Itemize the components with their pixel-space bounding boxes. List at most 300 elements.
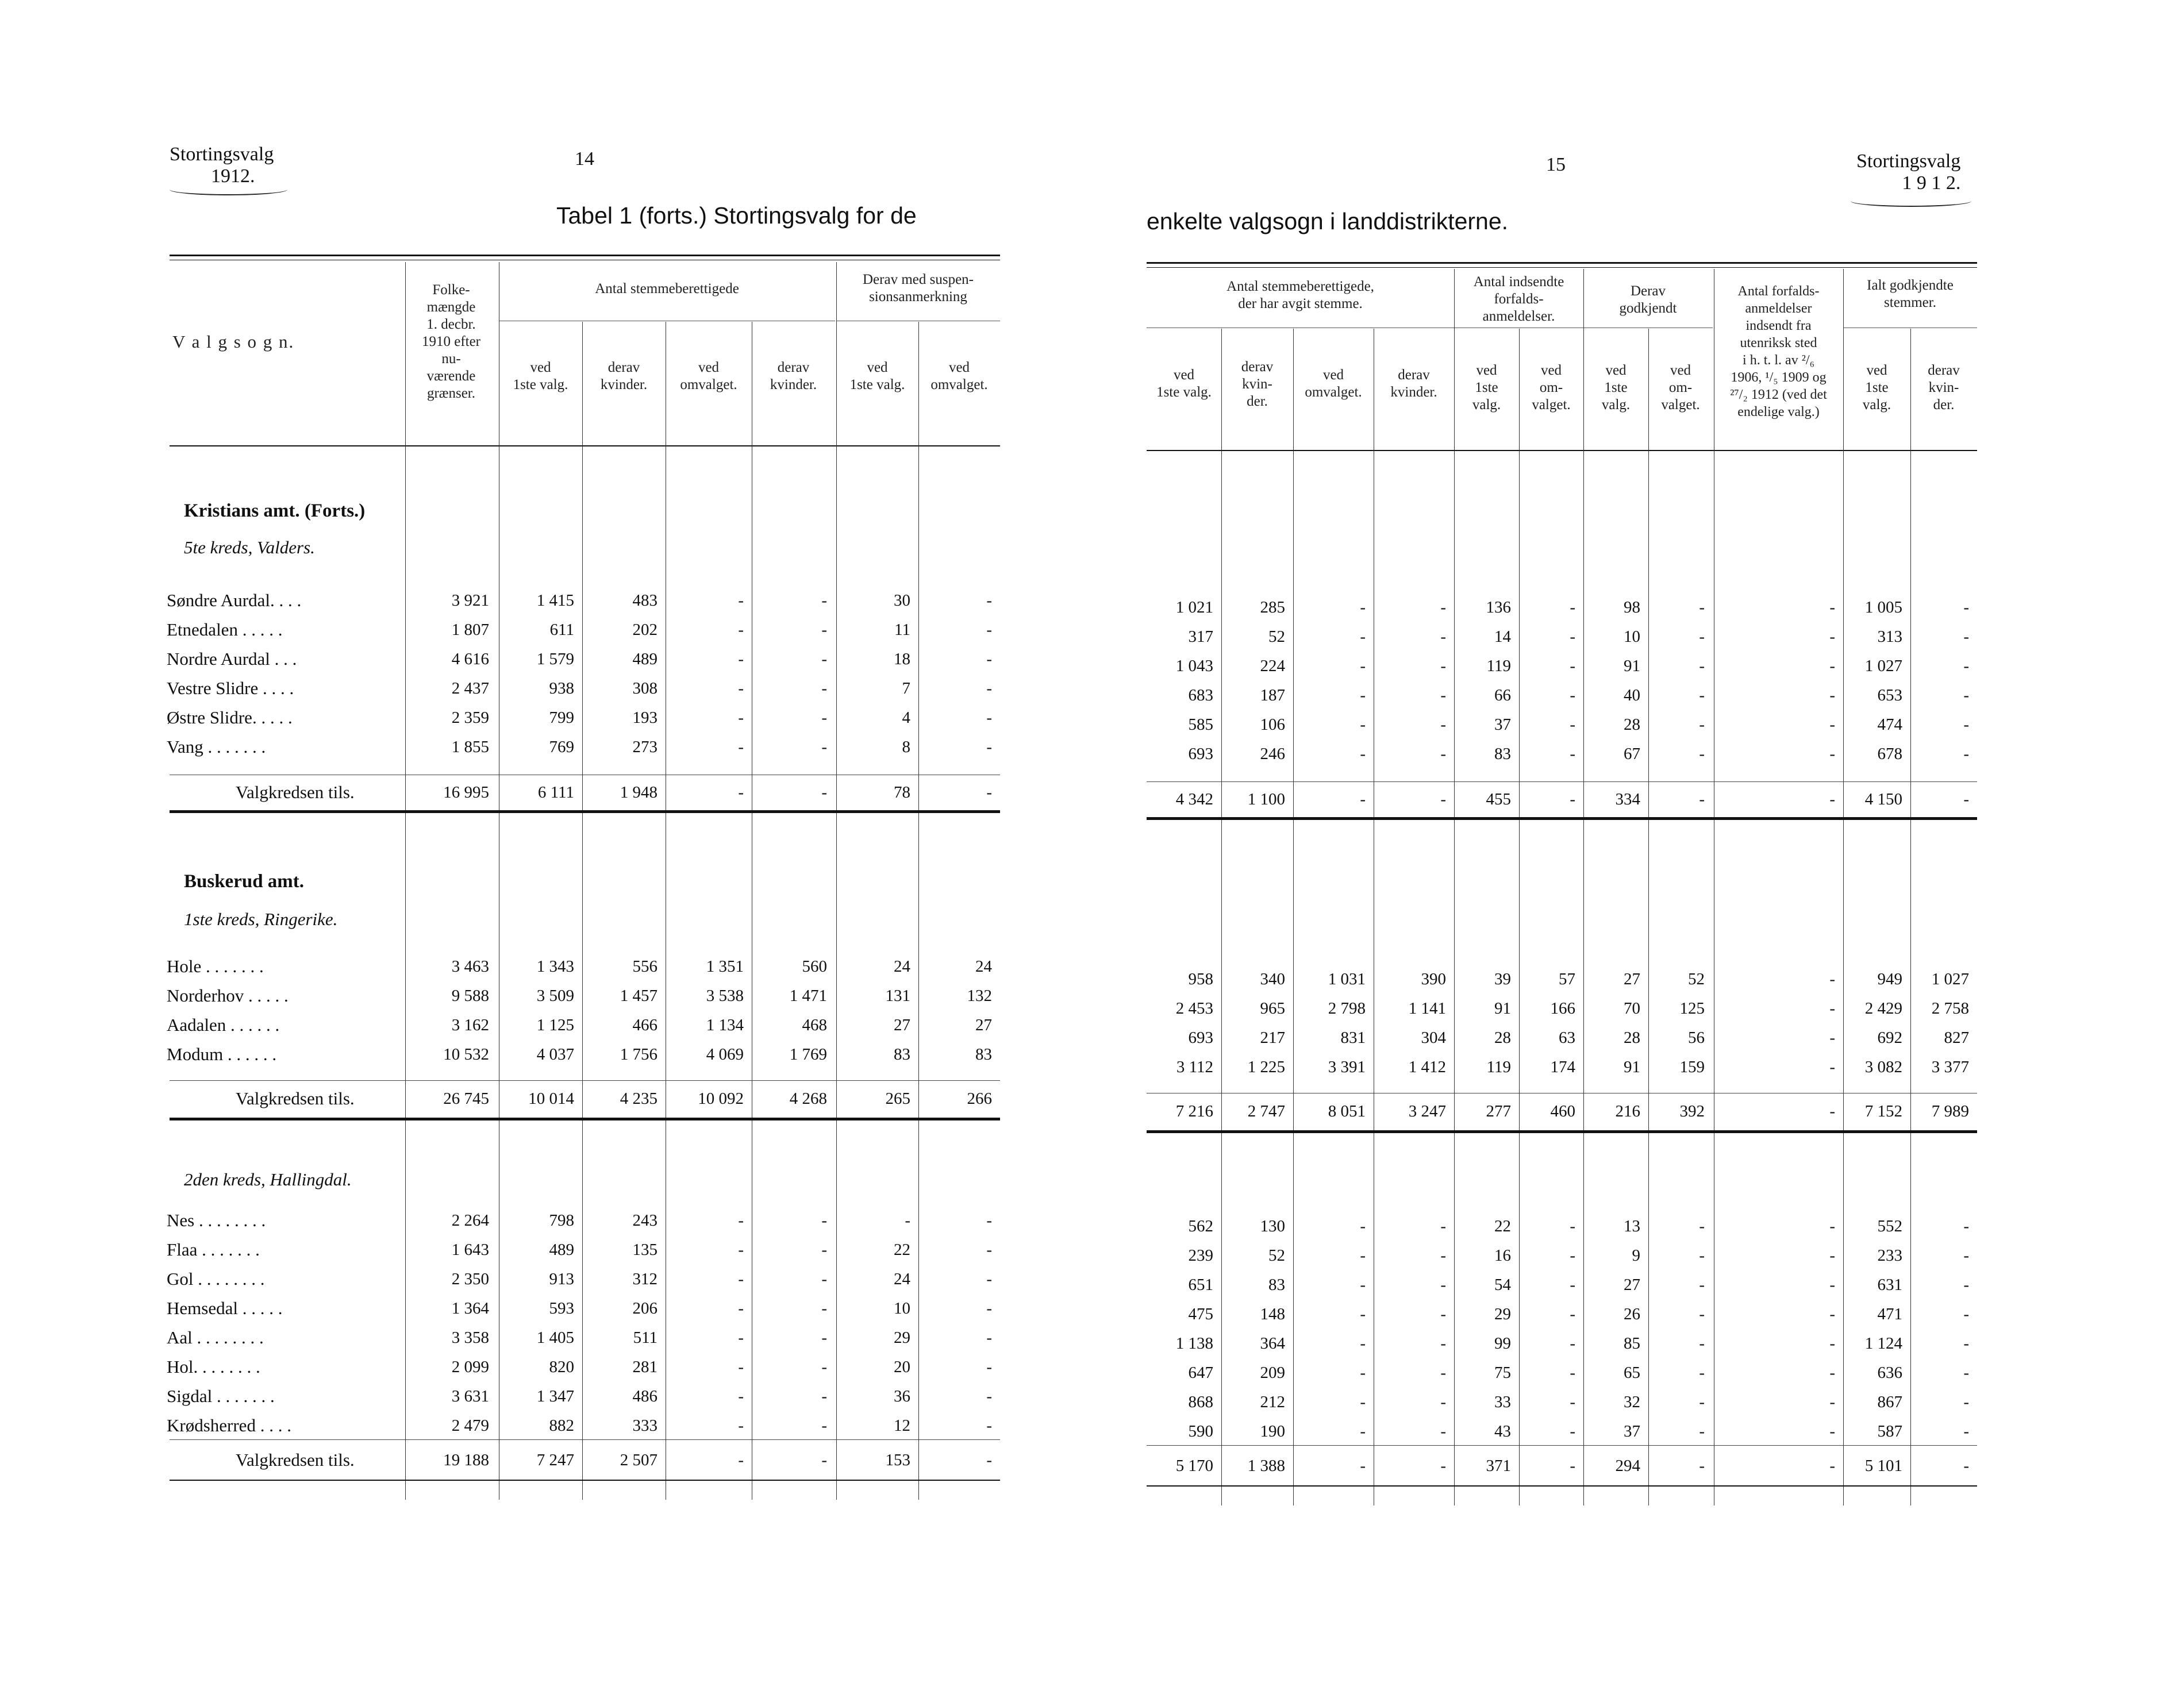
cell-right: - (1699, 1246, 1705, 1265)
cell-right: 43 (1494, 1422, 1511, 1441)
cell-left: 10 (894, 1299, 910, 1318)
cell-left: 611 (549, 621, 574, 639)
cell-right: - (1829, 1364, 1835, 1382)
header-line: 1ste valg. (513, 377, 568, 392)
cell-right: 27 (1624, 1276, 1640, 1294)
total-cell-right: 1 100 (1247, 790, 1285, 808)
cell-right: - (1570, 1334, 1575, 1353)
cell-left: - (738, 1416, 744, 1435)
cell-left: 132 (967, 987, 992, 1005)
total-cell-right: - (1570, 790, 1575, 808)
cell-right: 965 (1260, 999, 1285, 1018)
cell-right: 32 (1624, 1393, 1640, 1411)
valgsogn-name: Flaa . . . . . . . (167, 1239, 260, 1260)
header-line: i h. t. l. av ²/₆ (1743, 353, 1814, 368)
total-cell-left: - (986, 1451, 992, 1469)
cell-left: 511 (633, 1329, 657, 1347)
header-line: Ialt godkjendte (1867, 278, 1954, 293)
cell-right: - (1360, 1334, 1366, 1353)
cell-left: - (738, 1329, 744, 1347)
cell-left: - (821, 1270, 827, 1288)
cell-left: 36 (894, 1387, 910, 1406)
cell-right: 28 (1624, 715, 1640, 734)
header-line: Antal stemmeberettigede, (1226, 279, 1374, 294)
col-susp-1ste-valg (836, 359, 918, 394)
table-rule (170, 1439, 1000, 1440)
cell-right: - (1829, 627, 1835, 646)
cell-right: - (1440, 1422, 1446, 1441)
cell-right: 1 021 (1175, 598, 1213, 617)
cell-right: 98 (1624, 598, 1640, 617)
cell-right: - (1360, 1217, 1366, 1235)
cell-left: 2 359 (451, 708, 489, 727)
cell-right: - (1699, 1364, 1705, 1382)
cell-right: 16 (1494, 1246, 1511, 1265)
header-line: 1ste valg. (849, 377, 905, 392)
cell-left: - (738, 1299, 744, 1318)
cell-right: 313 (1877, 627, 1902, 646)
total-cell-right: 4 342 (1175, 790, 1213, 808)
cell-right: - (1963, 1246, 1969, 1265)
cell-left: 486 (632, 1387, 657, 1406)
left-brace (170, 184, 287, 195)
cell-right: 2 758 (1931, 999, 1969, 1018)
cell-right: 867 (1877, 1393, 1902, 1411)
cell-left: 1 769 (789, 1045, 827, 1064)
cell-left: - (821, 738, 827, 756)
total-cell-right: 7 216 (1175, 1102, 1213, 1120)
total-cell-right: 8 051 (1328, 1102, 1366, 1120)
cell-right: - (1570, 627, 1575, 646)
cell-right: - (1699, 1422, 1705, 1441)
kreds-heading: 2den kreds, Hallingdal. (184, 1169, 352, 1189)
cell-right: - (1829, 999, 1835, 1018)
kreds-heading: 5te kreds, Valders. (184, 537, 315, 557)
cell-right: 130 (1260, 1217, 1285, 1235)
left-page-number: 14 (575, 148, 594, 170)
cell-right: 949 (1877, 970, 1902, 988)
cell-right: - (1963, 657, 1969, 675)
cell-left: 273 (632, 738, 657, 756)
cell-right: 99 (1494, 1334, 1511, 1353)
total-label: Valgkredsen tils. (236, 1450, 355, 1470)
cell-right: 166 (1550, 999, 1575, 1018)
cell-left: - (738, 1241, 744, 1259)
cell-right: 119 (1486, 1058, 1511, 1076)
total-cell-right: 294 (1615, 1457, 1640, 1475)
cell-right: 148 (1260, 1305, 1285, 1323)
cell-left: 30 (894, 591, 910, 610)
cell-right: - (1829, 745, 1835, 763)
total-cell-right: 4 150 (1864, 790, 1902, 808)
cell-left: 3 921 (451, 591, 489, 610)
cell-left: - (738, 1358, 744, 1376)
cell-right: - (1699, 1334, 1705, 1353)
cell-left: 1 125 (536, 1016, 574, 1034)
cell-right: 57 (1559, 970, 1575, 988)
cell-left: - (821, 708, 827, 727)
cell-left: 3 162 (451, 1016, 489, 1034)
table-rule (1147, 817, 1977, 820)
col-ved-omvalget (666, 359, 752, 394)
cell-left: 769 (549, 738, 574, 756)
cell-left: 489 (632, 650, 657, 668)
cell-right: 636 (1877, 1364, 1902, 1382)
total-cell-right: - (1829, 790, 1835, 808)
cell-left: 333 (632, 1416, 657, 1435)
header-line: grænser. (426, 386, 476, 401)
cell-right: - (1570, 1364, 1575, 1382)
header-line: derav (607, 360, 640, 375)
cell-right: 75 (1494, 1364, 1511, 1382)
cell-right: - (1570, 1305, 1575, 1323)
header-line: Derav med suspen- (863, 272, 974, 287)
cell-left: 24 (894, 1270, 910, 1288)
cell-left: 4 616 (451, 650, 489, 668)
cell-right: - (1829, 1393, 1835, 1411)
valgsogn-name: Modum . . . . . . (167, 1044, 277, 1064)
cell-right: - (1699, 627, 1705, 646)
cell-right: - (1699, 657, 1705, 675)
cell-left: 1 351 (706, 957, 744, 976)
cell-right: 217 (1260, 1029, 1285, 1047)
cell-right: - (1963, 686, 1969, 704)
cell-left: - (821, 1211, 827, 1230)
col-folkemengde (405, 282, 497, 402)
col-ind-omvalget (1519, 362, 1583, 414)
cell-left: 913 (549, 1270, 574, 1288)
cell-right: 2 798 (1328, 999, 1366, 1018)
cell-right: - (1570, 598, 1575, 617)
cell-left: - (986, 1299, 992, 1318)
cell-right: - (1829, 686, 1835, 704)
cell-right: 83 (1494, 745, 1511, 763)
cell-left: 206 (632, 1299, 657, 1318)
col-utenriksk-sted (1714, 283, 1843, 421)
cell-right: - (1360, 1422, 1366, 1441)
cell-left: 2 350 (451, 1270, 489, 1288)
valgsogn-name: Vestre Slidre . . . . (167, 678, 294, 698)
cell-right: 651 (1188, 1276, 1213, 1294)
cell-right: 9 (1632, 1246, 1640, 1265)
cell-right: 1 031 (1328, 970, 1366, 988)
col-derav-kvinder (582, 359, 666, 394)
cell-left: - (738, 591, 744, 610)
cell-left: - (986, 1358, 992, 1376)
valgsogn-name: Østre Slidre. . . . . (167, 707, 293, 727)
cell-left: 24 (894, 957, 910, 976)
total-label: Valgkredsen tils. (236, 1088, 355, 1108)
cell-left: - (986, 621, 992, 639)
group-antal-stemmeberettigede: Antal stemmeberettigede (595, 281, 739, 296)
cell-right: 14 (1494, 627, 1511, 646)
cell-right: 587 (1877, 1422, 1902, 1441)
header-line: valg. (1862, 397, 1891, 413)
cell-right: - (1360, 1276, 1366, 1294)
cell-left: - (986, 679, 992, 698)
total-cell-right: - (1829, 1457, 1835, 1475)
column-rule (1519, 329, 1520, 1505)
cell-left: 312 (632, 1270, 657, 1288)
total-cell-right: - (1963, 790, 1969, 808)
cell-left: 83 (975, 1045, 992, 1064)
cell-right: 246 (1260, 745, 1285, 763)
cell-right: - (1963, 598, 1969, 617)
table-rule (1147, 1485, 1977, 1487)
cell-right: 91 (1624, 1058, 1640, 1076)
cell-right: - (1440, 1246, 1446, 1265)
cell-left: 1 364 (451, 1299, 489, 1318)
cell-left: - (738, 1270, 744, 1288)
cell-right: 552 (1877, 1217, 1902, 1235)
total-cell-left: - (821, 1451, 827, 1469)
cell-right: 653 (1877, 686, 1902, 704)
cell-right: 83 (1268, 1276, 1285, 1294)
total-cell-right: 7 989 (1931, 1102, 1969, 1120)
total-cell-left: 26 745 (443, 1089, 489, 1108)
cell-right: - (1963, 1393, 1969, 1411)
cell-right: - (1360, 686, 1366, 704)
header-line: kvinder. (770, 377, 817, 392)
cell-left: 489 (549, 1241, 574, 1259)
cell-left: 3 631 (451, 1387, 489, 1406)
cell-right: 33 (1494, 1393, 1511, 1411)
group-avgit-stemme (1147, 278, 1454, 313)
cell-right: 40 (1624, 686, 1640, 704)
cell-right: - (1570, 1422, 1575, 1441)
total-cell-left: 1 948 (620, 783, 657, 802)
cell-left: - (738, 1211, 744, 1230)
cell-left: - (821, 650, 827, 668)
header-line: valget. (1661, 397, 1700, 413)
col-r-ved-omvalget (1293, 367, 1374, 401)
right-running-head: Stortingsvalg 1 9 1 2. (1856, 151, 1961, 194)
cell-right: 317 (1188, 627, 1213, 646)
cell-right: - (1570, 686, 1575, 704)
right-brace (1851, 195, 1971, 207)
cell-left: 3 463 (451, 957, 489, 976)
cell-left: 11 (894, 621, 910, 639)
col-ialt-derav-kvinder (1910, 362, 1977, 414)
cell-right: 56 (1688, 1029, 1705, 1047)
cell-left: 9 588 (451, 987, 489, 1005)
cell-left: 466 (632, 1016, 657, 1034)
cell-right: 1 027 (1931, 970, 1969, 988)
header-line: derav (1928, 363, 1960, 378)
total-cell-left: 10 092 (698, 1089, 744, 1108)
col-r-ved-1ste-valg (1147, 367, 1221, 401)
cell-left: 1 579 (536, 650, 574, 668)
cell-left: 560 (802, 957, 827, 976)
cell-left: 2 437 (451, 679, 489, 698)
valgsogn-name: Søndre Aurdal. . . . (167, 590, 302, 610)
cell-right: 91 (1624, 657, 1640, 675)
cell-left: 798 (549, 1211, 574, 1230)
column-rule (918, 322, 919, 1500)
total-cell-right: - (1963, 1457, 1969, 1475)
header-line: valget. (1532, 397, 1571, 413)
cell-left: - (821, 679, 827, 698)
valgsogn-name: Hole . . . . . . . (167, 956, 264, 976)
cell-left: 4 069 (706, 1045, 744, 1064)
header-line: 1ste (1475, 380, 1498, 395)
header-line: ²⁷/₂ 1912 (ved det (1730, 387, 1827, 402)
cell-right: 106 (1260, 715, 1285, 734)
header-line: Antal forfalds- (1737, 284, 1820, 299)
cell-left: 1 807 (451, 621, 489, 639)
cell-left: - (738, 679, 744, 698)
cell-right: 692 (1877, 1029, 1902, 1047)
cell-right: 3 082 (1864, 1058, 1902, 1076)
cell-right: 190 (1260, 1422, 1285, 1441)
cell-right: - (1829, 657, 1835, 675)
cell-right: 390 (1421, 970, 1446, 988)
valgsogn-name: Nes . . . . . . . . (167, 1210, 266, 1230)
cell-right: 13 (1624, 1217, 1640, 1235)
cell-right: - (1829, 598, 1835, 617)
header-line: anmeldelser. (1482, 309, 1555, 324)
cell-left: 483 (632, 591, 657, 610)
table-rule (170, 810, 1000, 813)
cell-right: 958 (1188, 970, 1213, 988)
header-line: der har avgit stemme. (1238, 296, 1363, 311)
cell-right: - (1570, 745, 1575, 763)
cell-right: - (1440, 627, 1446, 646)
header-line: kvinder. (600, 377, 648, 392)
cell-right: - (1440, 1334, 1446, 1353)
table-rule (1147, 1445, 1977, 1446)
cell-right: 1 412 (1408, 1058, 1446, 1076)
cell-right: - (1360, 1246, 1366, 1265)
cell-right: 3 112 (1176, 1058, 1213, 1076)
cell-left: 1 471 (789, 987, 827, 1005)
total-cell-right: 455 (1486, 790, 1511, 808)
cell-left: 308 (632, 679, 657, 698)
cell-right: - (1570, 657, 1575, 675)
total-cell-left: 153 (885, 1451, 910, 1469)
cell-left: 938 (549, 679, 574, 698)
cell-right: 827 (1944, 1029, 1969, 1047)
col-derav-kvinder-omvalg (752, 359, 835, 394)
right-page-number: 15 (1546, 154, 1566, 175)
cell-right: 233 (1877, 1246, 1902, 1265)
total-cell-right: 371 (1486, 1457, 1511, 1475)
valgsogn-name: Aadalen . . . . . . (167, 1015, 280, 1035)
table-rule (170, 1118, 1000, 1120)
header-line: ved (1670, 363, 1691, 378)
cell-left: - (986, 1211, 992, 1230)
cell-left: - (986, 1329, 992, 1347)
total-cell-left: 4 235 (620, 1089, 657, 1108)
valgsogn-name: Aal . . . . . . . . (167, 1327, 264, 1347)
cell-left: 4 (902, 708, 910, 727)
cell-left: 29 (894, 1329, 910, 1347)
cell-right: 91 (1494, 999, 1511, 1018)
cell-left: 27 (975, 1016, 992, 1034)
cell-right: - (1963, 1334, 1969, 1353)
valgsogn-name: Hol. . . . . . . . (167, 1357, 260, 1377)
cell-right: - (1440, 598, 1446, 617)
cell-left: 8 (902, 738, 910, 756)
header-line: anmeldelser (1745, 301, 1812, 316)
cell-left: 2 099 (451, 1358, 489, 1376)
cell-right: - (1699, 1217, 1705, 1235)
amt-heading: Kristians amt. (Forts.) (184, 500, 366, 521)
col-ialt-1ste-valg (1843, 362, 1910, 414)
cell-right: 678 (1877, 745, 1902, 763)
header-line: derav (1241, 359, 1274, 375)
header-line: 1ste (1604, 380, 1628, 395)
cell-right: - (1829, 1422, 1835, 1441)
header-line: valg. (1472, 397, 1501, 413)
cell-right: 868 (1188, 1393, 1213, 1411)
valgsogn-name: Vang . . . . . . . (167, 737, 266, 757)
cell-right: - (1360, 1364, 1366, 1382)
col-god-1ste-valg (1583, 362, 1648, 414)
cell-left: - (986, 591, 992, 610)
col-god-omvalget (1648, 362, 1713, 414)
cell-right: 3 377 (1931, 1058, 1969, 1076)
cell-right: - (1440, 715, 1446, 734)
cell-left: 1 134 (706, 1016, 744, 1034)
cell-left: 7 (902, 679, 910, 698)
column-rule (1910, 329, 1911, 1505)
cell-left: 3 538 (706, 987, 744, 1005)
total-cell-right: 277 (1486, 1102, 1511, 1120)
cell-left: 1 643 (451, 1241, 489, 1259)
kreds-heading: 1ste kreds, Ringerike. (184, 909, 338, 929)
header-line: nu- (441, 351, 461, 367)
total-cell-right: 5 170 (1175, 1457, 1213, 1475)
cell-right: 304 (1421, 1029, 1446, 1047)
cell-left: - (986, 708, 992, 727)
col-ind-1ste-valg (1454, 362, 1519, 414)
header-line: kvinder. (1390, 384, 1437, 400)
cell-right: 27 (1624, 970, 1640, 988)
cell-right: 693 (1188, 745, 1213, 763)
header-line: mængde (426, 299, 476, 315)
cell-left: - (821, 1387, 827, 1406)
cell-right: 66 (1494, 686, 1511, 704)
header-line: Folke- (432, 282, 470, 298)
cell-right: 28 (1624, 1029, 1640, 1047)
cell-right: 693 (1188, 1029, 1213, 1047)
header-line: sionsanmerkning (869, 289, 967, 305)
cell-left: 1 457 (620, 987, 657, 1005)
cell-left: - (986, 738, 992, 756)
total-cell-right: 216 (1615, 1102, 1640, 1120)
valgsogn-name: Hemsedal . . . . . (167, 1298, 283, 1318)
cell-left: - (821, 621, 827, 639)
valgsogn-name: Norderhov . . . . . (167, 985, 289, 1006)
cell-left: 243 (632, 1211, 657, 1230)
cell-left: 3 509 (536, 987, 574, 1005)
header-line: derav (1398, 367, 1430, 383)
cell-left: - (986, 1416, 992, 1435)
cell-right: 224 (1260, 657, 1285, 675)
header-line: omvalget. (930, 377, 988, 392)
amt-heading: Buskerud amt. (184, 871, 305, 892)
cell-right: - (1360, 598, 1366, 617)
cell-right: 10 (1624, 627, 1640, 646)
total-cell-right: - (1360, 1457, 1366, 1475)
cell-right: - (1963, 1217, 1969, 1235)
cell-right: 1 005 (1864, 598, 1902, 617)
cell-left: 20 (894, 1358, 910, 1376)
cell-right: 28 (1494, 1029, 1511, 1047)
cell-left: 83 (894, 1045, 910, 1064)
header-line: kvin- (1242, 376, 1272, 392)
